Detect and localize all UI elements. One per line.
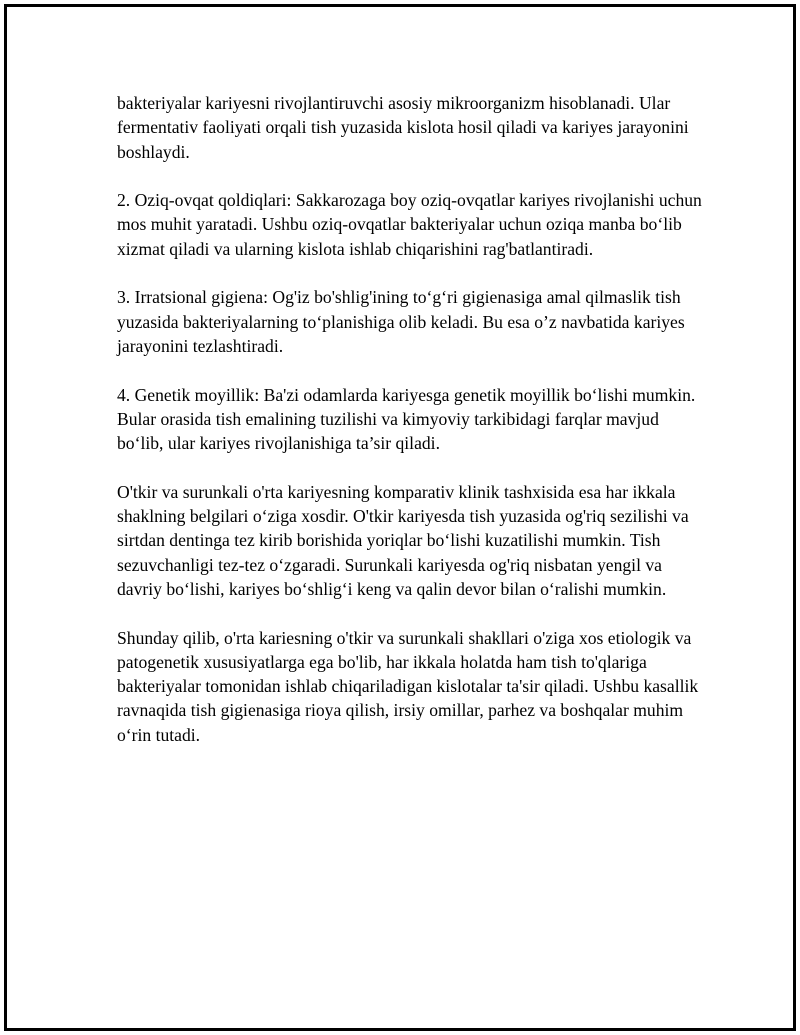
paragraph-genetic-predisposition: 4. Genetik moyillik: Ba'zi odamlarda kariyesga genetik moyillik bo‘lishi mumkin. Bular orasida tish emalining tuzilishi va kimyoviy tarkibidagi farqlar mavjud bo‘lib, ular kariyes rivojlanishiga ta’sir qiladi. — [117, 384, 696, 454]
paragraph-conclusion: Shunday qilib, o'rta kariesning o'tkir va surunkali shakllari o'ziga xos etiologik va patogenetik xususiyatlarga ega bo'lib, har ikkala holatda ham tish to'qlariga bakteriyalar tomonidan ishlab chiqariladigan kislotalar ta'sir qiladi. Ushbu kasallik ravnaqida tish gigienasiga rioya qilish, irsiy omillar, parhez va boshqalar muhim o‘rin tutadi. — [117, 627, 699, 745]
paragraph-irrational-hygiene: 3. Irratsional gigiena: Og'iz bo'shlig'ining to‘g‘ri gigienasiga amal qilmaslik tish yuzasida bakteriyalarning to‘planishiga olib keladi. Bu esa o’z navbatida kariyes jarayonini tezlashtiradi. — [117, 287, 685, 356]
paragraph-food-residues: 2. Oziq-ovqat qoldiqlari: Sakkarozaga boy oziq-ovqatlar kariyes rivojlanishi uchun mos muhit yaratadi. Ushbu oziq-ovqatlar bakteriyalar uchun oziqa manba bo‘lib xizmat qiladi va ularning kislota ishlab chiqarishini rag'batlantiradi. — [117, 190, 702, 259]
paragraph-clinical-diagnosis: O'tkir va surunkali o'rta kariyesning komparativ klinik tashxisida esa har ikkala shaklning belgilari o‘ziga xosdir. O'tkir kariyesda tish yuzasida og'riq sezilishi va sirtdan dentinga tez kirib borishida yoriqlar bo‘lishi kuzatilishi mumkin. Tish sezuvchanligi tez-tez o‘zgaradi. Surunkali kariyesda og'riq nisbatan yengil va davriy bo‘lishi, kariyes bo‘shlig‘i keng va qalin devor bilan o‘ralishi mumkin. — [117, 481, 689, 599]
document-body — [117, 91, 707, 771]
paragraph-bacteria-continuation: bakteriyalar kariyesni rivojlantiruvchi asosiy mikroorganizm hisoblanadi. Ular fermentativ faoliyati orqali tish yuzasida kislota hosil qiladi va kariyes jarayonini boshlaydi. — [117, 93, 689, 162]
